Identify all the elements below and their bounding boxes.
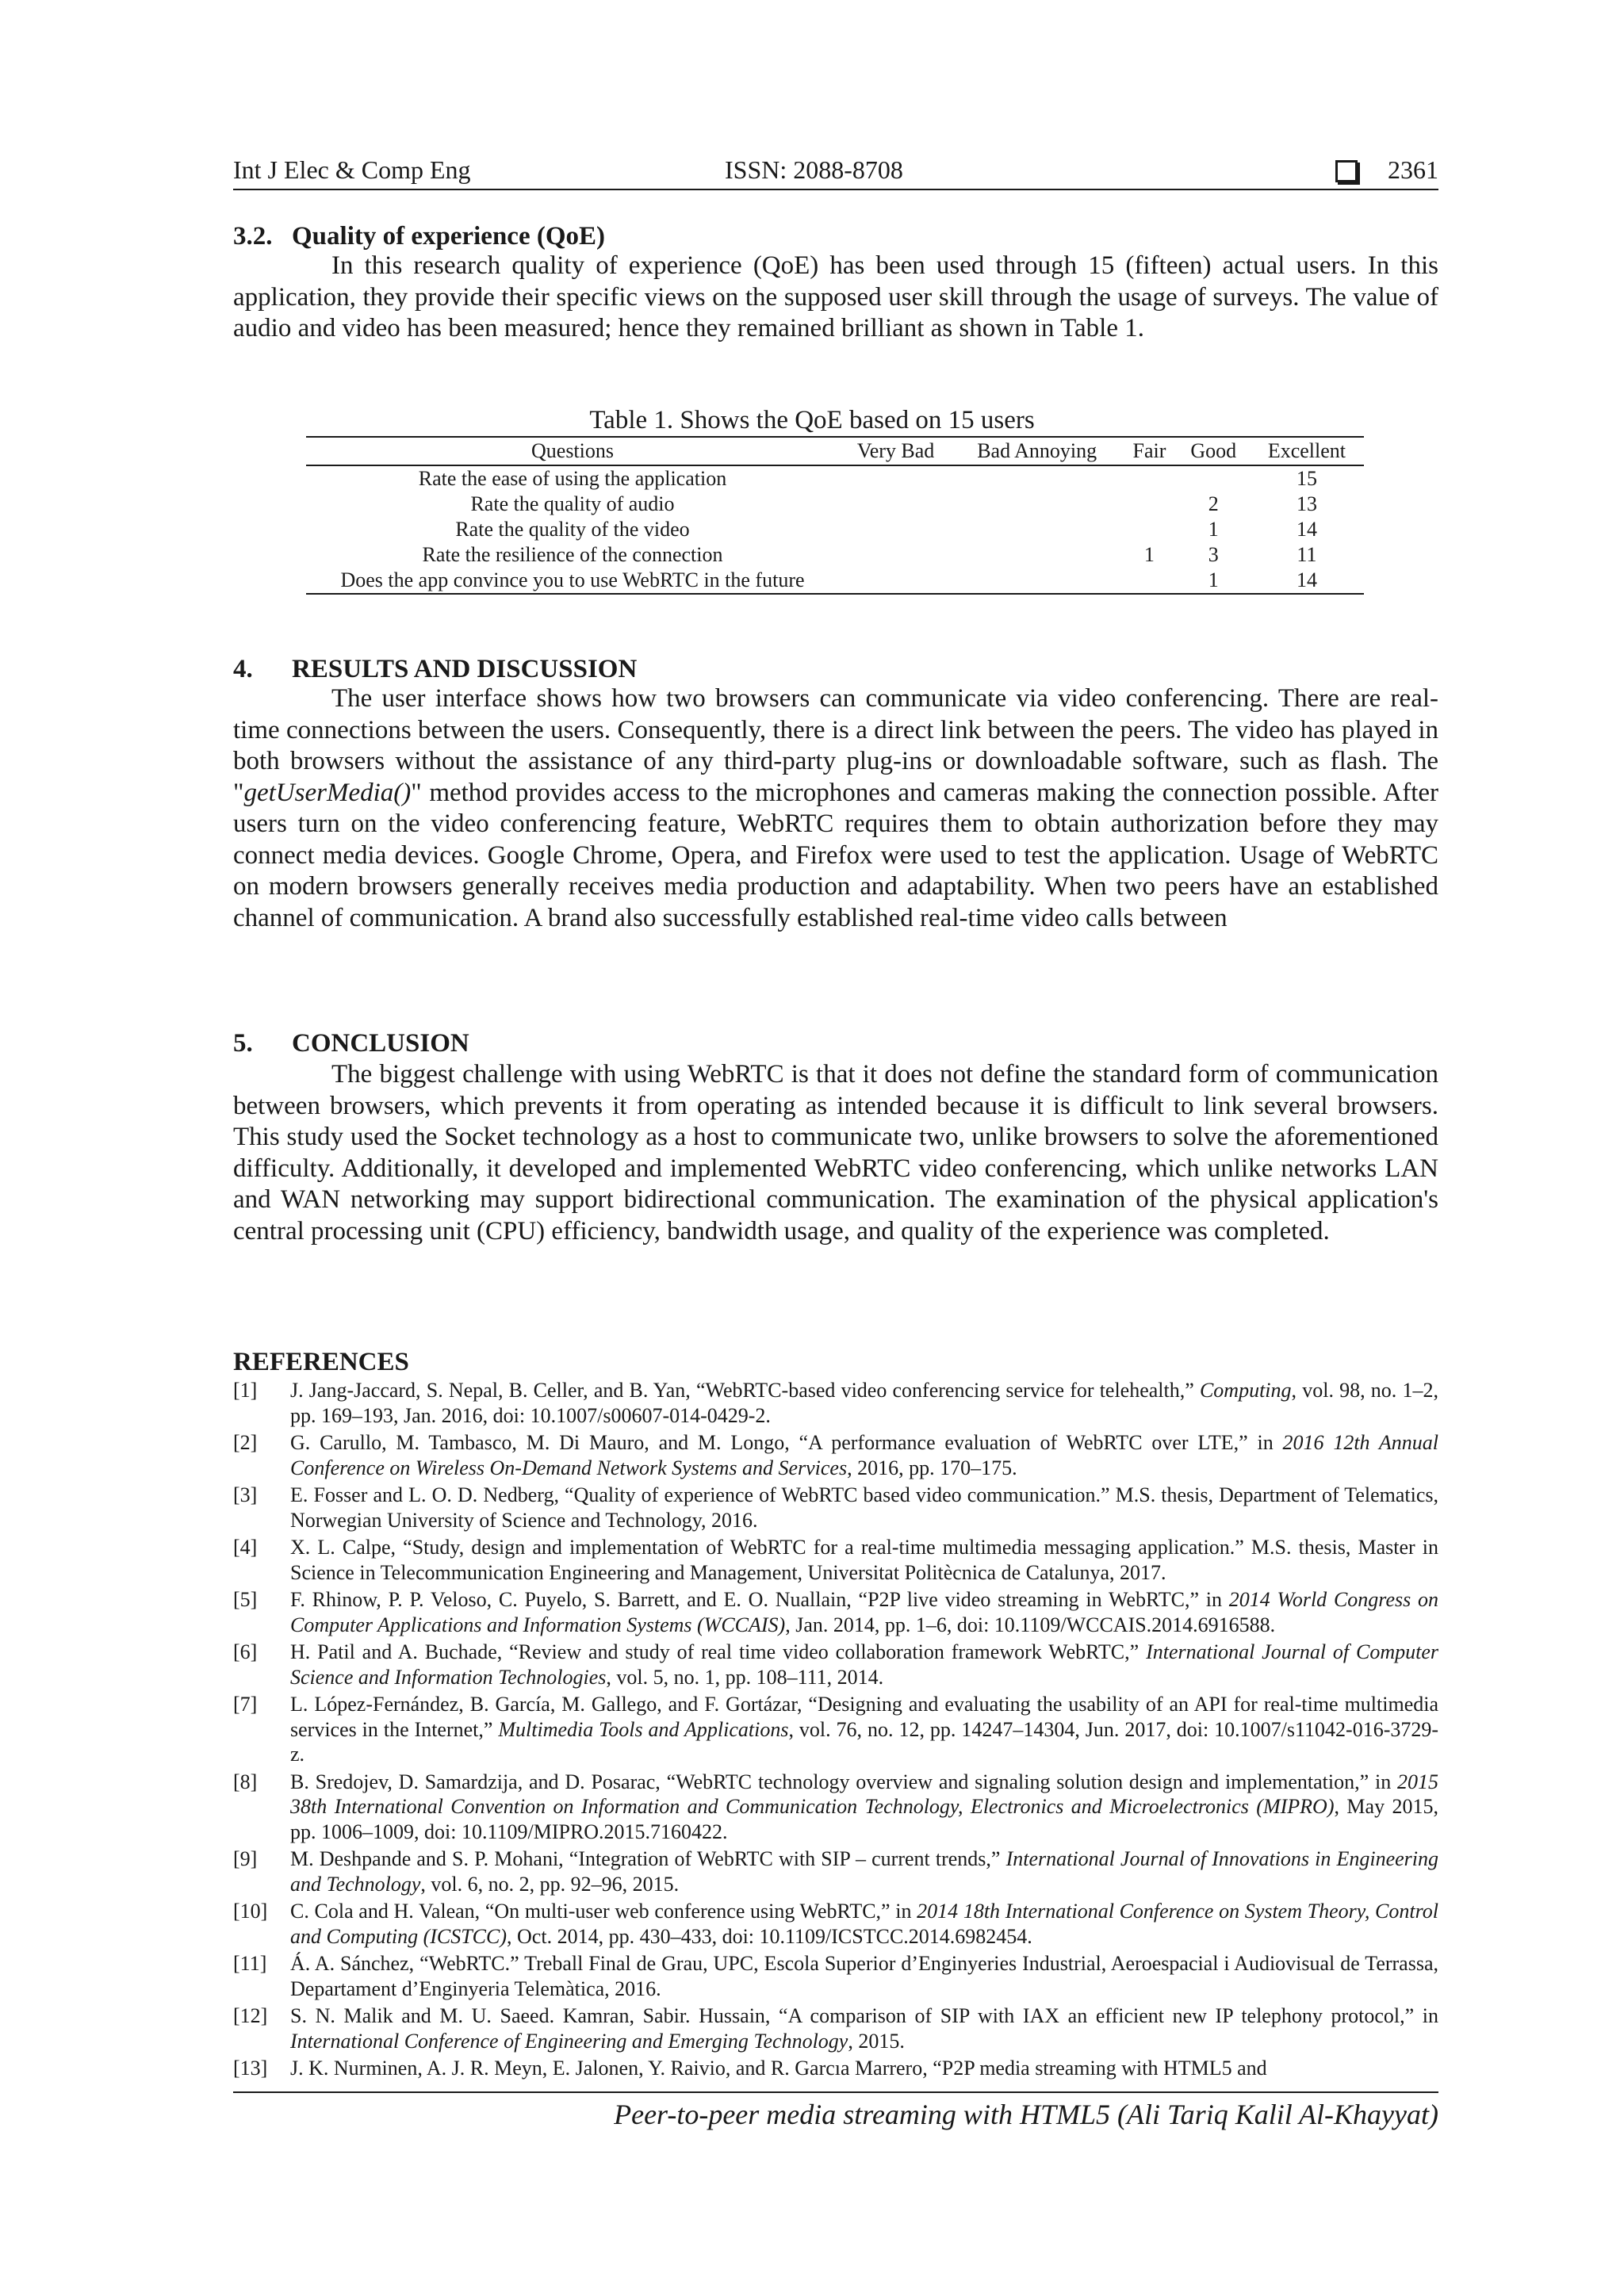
ref-text-a: F. Rhinow, P. P. Veloso, C. Puyelo, S. Barrett, and E. O. Nuallain, “P2P live video streaming in WebRTC,” in — [290, 1588, 1229, 1611]
reference-number: [2] — [233, 1431, 258, 1454]
reference-text — [290, 1587, 1438, 1637]
reference-text — [290, 1483, 1438, 1533]
section-4-paragraph — [233, 683, 1438, 934]
table-header-row — [306, 437, 1364, 465]
reference-number: [7] — [233, 1693, 258, 1716]
reference-text — [290, 1692, 1438, 1767]
ref-venue: International Journal of Innovations in Engineering and Technology — [290, 1847, 1438, 1896]
ref-text-b: , vol. 98, no. 1–2, pp. 169–193, Jan. 2016, doi: 10.1007/s00607-014-0429-2. — [290, 1379, 1438, 1427]
ref-text-a: H. Patil and A. Buchade, “Review and study of real time video collaboration framework WebRTC,” — [290, 1640, 1147, 1663]
table-cell: 1 — [1143, 543, 1155, 566]
ref-venue: International Conference of Engineering and Emerging Technology — [290, 2029, 848, 2053]
reference-text — [290, 1899, 1438, 1949]
reference-item — [233, 1899, 1438, 1949]
table-cell — [839, 465, 952, 492]
table-cell — [952, 465, 1121, 492]
reference-number: [3] — [233, 1483, 258, 1506]
ref-text-a: S. N. Malik and M. U. Saeed. Kamran, Sabir. Hussain, “A comparison of SIP with IAX an efficient new IP telephony protocol,” in — [290, 2004, 1438, 2027]
ref-text-a: J. K. Nurminen, A. J. R. Meyn, E. Jalonen, Y. Raivio, and R. Garcıa Marrero, “P2P media streaming with HTML5 and — [290, 2057, 1267, 2080]
ref-text-a: J. Jang-Jaccard, S. Nepal, B. Celler, and B. Yan, “WebRTC-based video conferencing service for telehealth,” — [290, 1379, 1200, 1402]
reference-item — [233, 1692, 1438, 1767]
reference-item — [233, 1378, 1438, 1428]
table-row — [306, 568, 1364, 594]
table-cell — [1121, 568, 1177, 594]
table-cell — [1121, 517, 1177, 542]
table-cell: Does the app convince you to use WebRTC in the future — [306, 568, 839, 594]
table-cell — [952, 568, 1121, 594]
reference-number: [9] — [233, 1847, 258, 1870]
col-header-good: Good — [1178, 437, 1250, 465]
col-header-bad-annoying: Bad Annoying — [952, 437, 1121, 465]
reference-item — [233, 1535, 1438, 1585]
col-header-questions: Questions — [306, 437, 839, 465]
table-cell — [952, 492, 1121, 517]
ref-venue: 2014 18th International Conference on System Theory, Control and Computing (ICSTCC) — [290, 1900, 1438, 1948]
table-cell: Rate the quality of audio — [470, 492, 675, 515]
section-3-2-paragraph: In this research quality of experience (QoE) has been used through 15 (fifteen) actual users. In this application, they provide their specific views on the supposed user skill through the usage of surveys. The value of audio and video has been measured; hence they remained brilliant as shown in Table 1. — [233, 251, 1438, 342]
qoe-table — [306, 436, 1364, 595]
ref-text-b: , Oct. 2014, pp. 430–433, doi: 10.1109/ICSTCC.2014.6982454. — [507, 1924, 1032, 1948]
table-cell: Rate the quality of the video — [455, 518, 690, 541]
reference-item — [233, 1846, 1438, 1896]
running-header — [233, 155, 1438, 187]
table-row — [306, 492, 1364, 517]
reference-text — [290, 1378, 1438, 1428]
table-cell — [839, 492, 952, 517]
table-cell: 14 — [1296, 518, 1317, 541]
table-cell: 2 — [1208, 492, 1219, 515]
section-title: Quality of experience (QoE) — [292, 222, 606, 251]
ref-text-b: , 2016, pp. 170–175. — [847, 1456, 1017, 1479]
section-number: 5. — [233, 1029, 253, 1058]
table-cell: 13 — [1296, 492, 1317, 515]
table-caption: Table 1. Shows the QoE based on 15 users — [589, 406, 1035, 434]
table-cell: 1 — [1178, 568, 1250, 594]
footer-rule — [233, 2091, 1438, 2093]
reference-item — [233, 1951, 1438, 2001]
reference-text — [290, 1846, 1438, 1896]
reference-number: [5] — [233, 1588, 258, 1611]
table-cell: Rate the resilience of the connection — [422, 543, 723, 566]
ref-text-a: L. López-Fernández, B. García, M. Gallego, and F. Gortázar, “Designing and evaluating the usability of an API for real-time multimedia services in the Internet,” — [290, 1693, 1438, 1741]
square-bullet-icon — [1335, 160, 1358, 182]
reference-number: [1] — [233, 1379, 258, 1402]
reference-text — [290, 1640, 1438, 1689]
ref-text-a: M. Deshpande and S. P. Mohani, “Integration of WebRTC with SIP – current trends,” — [290, 1847, 1006, 1870]
reference-number: [10] — [233, 1900, 268, 1923]
table-cell: 1 — [1208, 518, 1219, 541]
section-4-heading — [233, 655, 637, 684]
table-cell: 14 — [1250, 568, 1364, 594]
reference-text — [290, 2056, 1438, 2081]
reference-text — [290, 1430, 1438, 1480]
section-number: 3.2. — [233, 222, 273, 251]
reference-text — [290, 1535, 1438, 1585]
ref-venue: International Journal of Computer Science and Information Technologies — [290, 1640, 1439, 1689]
section-title: RESULTS AND DISCUSSION — [292, 655, 638, 683]
table-row — [306, 542, 1364, 568]
reference-item — [233, 1587, 1438, 1637]
table-cell: 3 — [1208, 543, 1219, 566]
ref-text-b: , 2015. — [848, 2029, 905, 2053]
paragraph-text: The user interface shows how two browsers can communicate via video conferencing. There are real-time connections between the users. Consequently, there is a direct link between the peers. The video has played in both browsers without the assistance of any third-party plug-ins or downloadable software, such as flash. The " — [233, 684, 1438, 807]
section-title: CONCLUSION — [292, 1029, 469, 1058]
reference-text — [290, 1951, 1438, 2001]
ref-text-a: C. Cola and H. Valean, “On multi-user web conference using WebRTC,” in — [290, 1900, 917, 1923]
section-number: 4. — [233, 655, 253, 683]
paragraph-text: " method provides access to the microphones and cameras making the connection possible. After users turn on the video conferencing feature, WebRTC requires them to obtain authorization before they may connect media devices. Google Chrome, Opera, and Firefox were used to test the application. Usage of WebRTC on modern browsers generally receives media production and adaptability. When two peers have an established channel of communication. A brand also successfully established real-time video calls between — [233, 778, 1438, 932]
section-3-2-heading — [233, 222, 605, 251]
ref-text-b: , vol. 5, no. 1, pp. 108–111, 2014. — [606, 1665, 884, 1689]
table-cell: 11 — [1297, 543, 1317, 566]
reference-number: [11] — [233, 1952, 267, 1975]
references-heading: REFERENCES — [233, 1348, 409, 1376]
table-cell — [1178, 465, 1250, 492]
ref-text-a: Á. A. Sánchez, “WebRTC.” Treball Final de Grau, UPC, Escola Superior d’Enginyeries Industrial, Aeroespacial i Audiovisual de Terrassa, Departament d’Enginyeria Telemàtica, 2016. — [290, 1952, 1438, 2000]
table-cell — [839, 568, 952, 594]
reference-number: [13] — [233, 2057, 268, 2080]
table-cell — [839, 517, 952, 542]
section-5-paragraph: The biggest challenge with using WebRTC is that it does not define the standard form of communication between browsers, which prevents it from operating as intended because it is difficult to link several browsers. This study used the Socket technology as a host to communicate two, unlike browsers to solve the aforementioned difficulty. Additionally, it developed and implemented WebRTC video conferencing, which unlike networks LAN and WAN networking may support bidirectional communication. The examination of the physical application's central processing unit (CPU) efficiency, bandwidth usage, and quality of the experience was completed. — [233, 1060, 1438, 1246]
ref-text-a: E. Fosser and L. O. D. Nedberg, “Quality of experience of WebRTC based video communication.” M.S. thesis, Department of Telematics, Norwegian University of Science and Technology, 2016. — [290, 1483, 1438, 1532]
table-cell — [952, 517, 1121, 542]
reference-number: [4] — [233, 1536, 258, 1559]
table-cell: 15 — [1296, 467, 1317, 490]
reference-item — [233, 1430, 1438, 1480]
ref-venue: Multimedia Tools and Applications — [498, 1717, 789, 1741]
reference-text — [290, 1770, 1438, 1845]
ref-venue: 2016 12th Annual Conference on Wireless On-Demand Network Systems and Services — [290, 1431, 1439, 1479]
col-header-fair: Fair — [1121, 437, 1177, 465]
ref-text-b: , Jan. 2014, pp. 1–6, doi: 10.1109/WCCAIS.2014.6916588. — [785, 1613, 1276, 1636]
table-row — [306, 465, 1364, 492]
reference-item — [233, 1483, 1438, 1533]
ref-text-a: X. L. Calpe, “Study, design and implementation of WebRTC for a real-time multimedia messaging application.” M.S. thesis, Master in Science in Telecommunication Engineering and Management, Universitat Politècnica de Catalunya, 2017. — [290, 1536, 1438, 1584]
ref-venue: 2015 38th International Convention on Information and Communication Technology, Electronics and Microelectronics (MIPRO) — [290, 1770, 1438, 1818]
issn-label: ISSN: 2088-8708 — [725, 155, 903, 184]
table-cell: Rate the ease of using the application — [418, 467, 727, 490]
reference-text — [290, 2003, 1438, 2053]
table-cell — [952, 542, 1121, 568]
reference-number: [8] — [233, 1770, 258, 1793]
table-row — [306, 517, 1364, 542]
reference-item — [233, 2003, 1438, 2053]
journal-name: Int J Elec & Comp Eng — [233, 155, 471, 184]
col-header-excellent: Excellent — [1250, 437, 1364, 465]
table-cell — [1121, 492, 1177, 517]
ref-text-a: B. Sredojev, D. Samardzija, and D. Posarac, “WebRTC technology overview and signaling solution design and implementation,” in — [290, 1770, 1397, 1793]
ref-text-b: , vol. 76, no. 12, pp. 14247–14304, Jun. 2017, doi: 10.1007/s11042-016-3729-z. — [290, 1717, 1439, 1766]
reference-item — [233, 2056, 1438, 2081]
section-5-heading — [233, 1029, 469, 1058]
ref-text-a: G. Carullo, M. Tambasco, M. Di Mauro, and M. Longo, “A performance evaluation of WebRTC over LTE,” in — [290, 1431, 1283, 1454]
header-rule — [233, 189, 1438, 190]
table-cell — [839, 542, 952, 568]
reference-item — [233, 1640, 1438, 1689]
ref-venue: Computing — [1199, 1379, 1292, 1402]
reference-item — [233, 1770, 1438, 1845]
ref-venue: 2014 World Congress on Computer Applications and Information Systems (WCCAIS) — [290, 1588, 1438, 1636]
running-footer: Peer-to-peer media streaming with HTML5 (Ali Tariq Kalil Al-Khayyat) — [614, 2099, 1438, 2130]
reference-list — [233, 1378, 1438, 2084]
table-cell — [1121, 465, 1177, 492]
reference-number: [6] — [233, 1640, 258, 1663]
col-header-very-bad: Very Bad — [839, 437, 952, 465]
page-number: 2361 — [1388, 155, 1438, 184]
reference-number: [12] — [233, 2004, 268, 2027]
ref-text-b: , May 2015, pp. 1006–1009, doi: 10.1109/MIPRO.2015.7160422. — [290, 1795, 1438, 1843]
ref-text-b: , vol. 6, no. 2, pp. 92–96, 2015. — [420, 1872, 680, 1896]
method-name: getUserMedia() — [243, 778, 412, 807]
